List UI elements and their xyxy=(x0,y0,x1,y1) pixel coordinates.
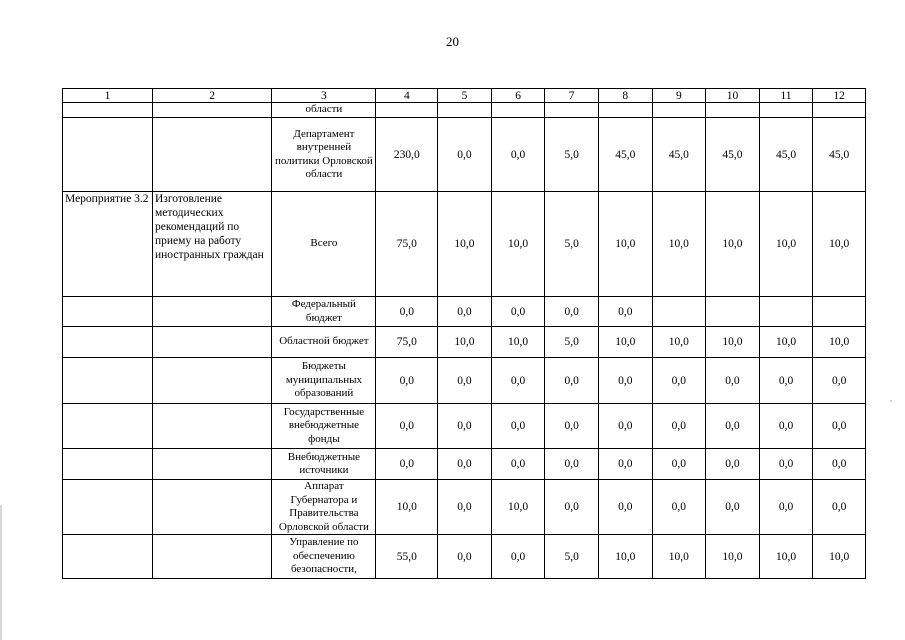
value-cell-col-11: 10,0 xyxy=(759,535,813,579)
activity-cell xyxy=(63,297,153,327)
column-number-7: 7 xyxy=(545,89,599,103)
value-cell-col-12: 0,0 xyxy=(813,358,866,404)
activity-cell xyxy=(63,327,153,358)
value-cell-col-7: 5,0 xyxy=(545,118,599,192)
column-number-8: 8 xyxy=(598,89,652,103)
value-cell-col-7: 5,0 xyxy=(545,535,599,579)
value-cell-col-8: 0,0 xyxy=(598,297,652,327)
funding-source-cell: Всего xyxy=(272,192,376,297)
value-cell-col-9: 10,0 xyxy=(652,535,706,579)
funding-source-cell: Бюджеты муниципальных образований xyxy=(272,358,376,404)
value-cell-col-11: 0,0 xyxy=(759,480,813,535)
value-cell-col-7: 5,0 xyxy=(545,327,599,358)
column-number-row xyxy=(63,89,866,103)
value-cell-col-7: 0,0 xyxy=(545,404,599,449)
value-cell-col-6: 0,0 xyxy=(491,535,545,579)
value-cell-col-10: 0,0 xyxy=(706,480,760,535)
value-cell-col-9: 0,0 xyxy=(652,358,706,404)
value-cell-col-12 xyxy=(813,103,866,118)
value-cell-col-7: 0,0 xyxy=(545,297,599,327)
value-cell-col-5: 0,0 xyxy=(438,297,492,327)
activity-cell xyxy=(63,449,153,480)
value-cell-col-4: 55,0 xyxy=(376,535,438,579)
funding-source-cell: Департамент внутренней политики Орловской области xyxy=(272,118,376,192)
value-cell-col-4: 0,0 xyxy=(376,404,438,449)
description-cell xyxy=(153,358,272,404)
value-cell-col-5 xyxy=(438,103,492,118)
value-cell-col-5: 10,0 xyxy=(438,192,492,297)
value-cell-col-9 xyxy=(652,297,706,327)
value-cell-col-4: 75,0 xyxy=(376,192,438,297)
value-cell-col-7: 0,0 xyxy=(545,449,599,480)
value-cell-col-8: 0,0 xyxy=(598,358,652,404)
column-number-11: 11 xyxy=(759,89,813,103)
description-cell xyxy=(153,535,272,579)
value-cell-col-6: 0,0 xyxy=(491,297,545,327)
value-cell-col-10: 0,0 xyxy=(706,449,760,480)
column-number-1: 1 xyxy=(63,89,153,103)
value-cell-col-9: 0,0 xyxy=(652,404,706,449)
description-cell xyxy=(153,327,272,358)
table-row xyxy=(63,404,866,449)
column-number-2: 2 xyxy=(153,89,272,103)
column-number-4: 4 xyxy=(376,89,438,103)
funding-source-cell: Управление по обеспечению безопасности, xyxy=(272,535,376,579)
value-cell-col-4: 0,0 xyxy=(376,297,438,327)
activity-cell xyxy=(63,103,153,118)
description-cell xyxy=(153,480,272,535)
column-number-10: 10 xyxy=(706,89,760,103)
value-cell-col-10 xyxy=(706,103,760,118)
value-cell-col-9: 0,0 xyxy=(652,480,706,535)
value-cell-col-6: 0,0 xyxy=(491,118,545,192)
value-cell-col-9: 45,0 xyxy=(652,118,706,192)
value-cell-col-12: 45,0 xyxy=(813,118,866,192)
value-cell-col-6: 0,0 xyxy=(491,358,545,404)
value-cell-col-7 xyxy=(545,103,599,118)
scan-edge-shadow xyxy=(0,505,2,640)
activity-cell xyxy=(63,404,153,449)
funding-source-cell: Аппарат Губернатора и Правительства Орловской области xyxy=(272,480,376,535)
funding-source-cell: Областной бюджет xyxy=(272,327,376,358)
value-cell-col-4: 230,0 xyxy=(376,118,438,192)
activity-cell xyxy=(63,480,153,535)
table-row xyxy=(63,358,866,404)
column-number-3: 3 xyxy=(272,89,376,103)
value-cell-col-9: 10,0 xyxy=(652,192,706,297)
value-cell-col-12 xyxy=(813,297,866,327)
value-cell-col-4: 75,0 xyxy=(376,327,438,358)
value-cell-col-7: 5,0 xyxy=(545,192,599,297)
value-cell-col-4: 10,0 xyxy=(376,480,438,535)
column-number-9: 9 xyxy=(652,89,706,103)
column-number-5: 5 xyxy=(438,89,492,103)
page-number: 20 xyxy=(446,34,459,49)
value-cell-col-11: 0,0 xyxy=(759,404,813,449)
description-cell xyxy=(153,103,272,118)
description-cell xyxy=(153,404,272,449)
value-cell-col-8: 0,0 xyxy=(598,404,652,449)
table-row xyxy=(63,118,866,192)
description-cell xyxy=(153,297,272,327)
activity-cell xyxy=(63,535,153,579)
value-cell-col-4: 0,0 xyxy=(376,449,438,480)
value-cell-col-11: 0,0 xyxy=(759,358,813,404)
scan-speck xyxy=(890,400,892,402)
value-cell-col-5: 10,0 xyxy=(438,327,492,358)
value-cell-col-10: 0,0 xyxy=(706,358,760,404)
value-cell-col-5: 0,0 xyxy=(438,358,492,404)
table-row xyxy=(63,192,866,297)
column-number-12: 12 xyxy=(813,89,866,103)
value-cell-col-8: 45,0 xyxy=(598,118,652,192)
value-cell-col-8: 0,0 xyxy=(598,449,652,480)
activity-cell xyxy=(63,118,153,192)
activity-cell xyxy=(63,358,153,404)
value-cell-col-4 xyxy=(376,103,438,118)
table-row xyxy=(63,103,866,118)
value-cell-col-11: 0,0 xyxy=(759,449,813,480)
value-cell-col-11: 45,0 xyxy=(759,118,813,192)
value-cell-col-10: 10,0 xyxy=(706,327,760,358)
activity-cell: Мероприятие 3.2 xyxy=(63,192,153,297)
value-cell-col-11: 10,0 xyxy=(759,192,813,297)
value-cell-col-4: 0,0 xyxy=(376,358,438,404)
value-cell-col-10: 10,0 xyxy=(706,535,760,579)
value-cell-col-8: 10,0 xyxy=(598,327,652,358)
table-row xyxy=(63,535,866,579)
value-cell-col-12: 0,0 xyxy=(813,404,866,449)
value-cell-col-10 xyxy=(706,297,760,327)
value-cell-col-11 xyxy=(759,103,813,118)
value-cell-col-5: 0,0 xyxy=(438,449,492,480)
value-cell-col-12: 10,0 xyxy=(813,327,866,358)
value-cell-col-5: 0,0 xyxy=(438,535,492,579)
value-cell-col-9: 0,0 xyxy=(652,449,706,480)
value-cell-col-6: 0,0 xyxy=(491,404,545,449)
value-cell-col-5: 0,0 xyxy=(438,118,492,192)
value-cell-col-10: 45,0 xyxy=(706,118,760,192)
budget-table xyxy=(62,88,866,579)
value-cell-col-6: 10,0 xyxy=(491,480,545,535)
description-cell: Изготовление методических рекомендаций по приему на работу иностранных граждан xyxy=(153,192,272,297)
value-cell-col-7: 0,0 xyxy=(545,480,599,535)
value-cell-col-5: 0,0 xyxy=(438,404,492,449)
column-number-6: 6 xyxy=(491,89,545,103)
value-cell-col-6: 0,0 xyxy=(491,449,545,480)
table-row xyxy=(63,297,866,327)
value-cell-col-11: 10,0 xyxy=(759,327,813,358)
funding-source-cell: Государственные внебюджетные фонды xyxy=(272,404,376,449)
value-cell-col-8 xyxy=(598,103,652,118)
value-cell-col-8: 10,0 xyxy=(598,535,652,579)
funding-source-cell: Внебюджетные источники xyxy=(272,449,376,480)
value-cell-col-6: 10,0 xyxy=(491,192,545,297)
table-row xyxy=(63,480,866,535)
value-cell-col-7: 0,0 xyxy=(545,358,599,404)
value-cell-col-6: 10,0 xyxy=(491,327,545,358)
value-cell-col-12: 0,0 xyxy=(813,449,866,480)
funding-source-cell: области xyxy=(272,103,376,118)
funding-source-cell: Федеральный бюджет xyxy=(272,297,376,327)
value-cell-col-5: 0,0 xyxy=(438,480,492,535)
value-cell-col-12: 10,0 xyxy=(813,192,866,297)
table-row xyxy=(63,449,866,480)
value-cell-col-6 xyxy=(491,103,545,118)
value-cell-col-9 xyxy=(652,103,706,118)
value-cell-col-12: 0,0 xyxy=(813,480,866,535)
value-cell-col-10: 10,0 xyxy=(706,192,760,297)
value-cell-col-8: 0,0 xyxy=(598,480,652,535)
value-cell-col-9: 10,0 xyxy=(652,327,706,358)
value-cell-col-8: 10,0 xyxy=(598,192,652,297)
value-cell-col-11 xyxy=(759,297,813,327)
description-cell xyxy=(153,118,272,192)
description-cell xyxy=(153,449,272,480)
table-row xyxy=(63,327,866,358)
value-cell-col-10: 0,0 xyxy=(706,404,760,449)
value-cell-col-12: 10,0 xyxy=(813,535,866,579)
